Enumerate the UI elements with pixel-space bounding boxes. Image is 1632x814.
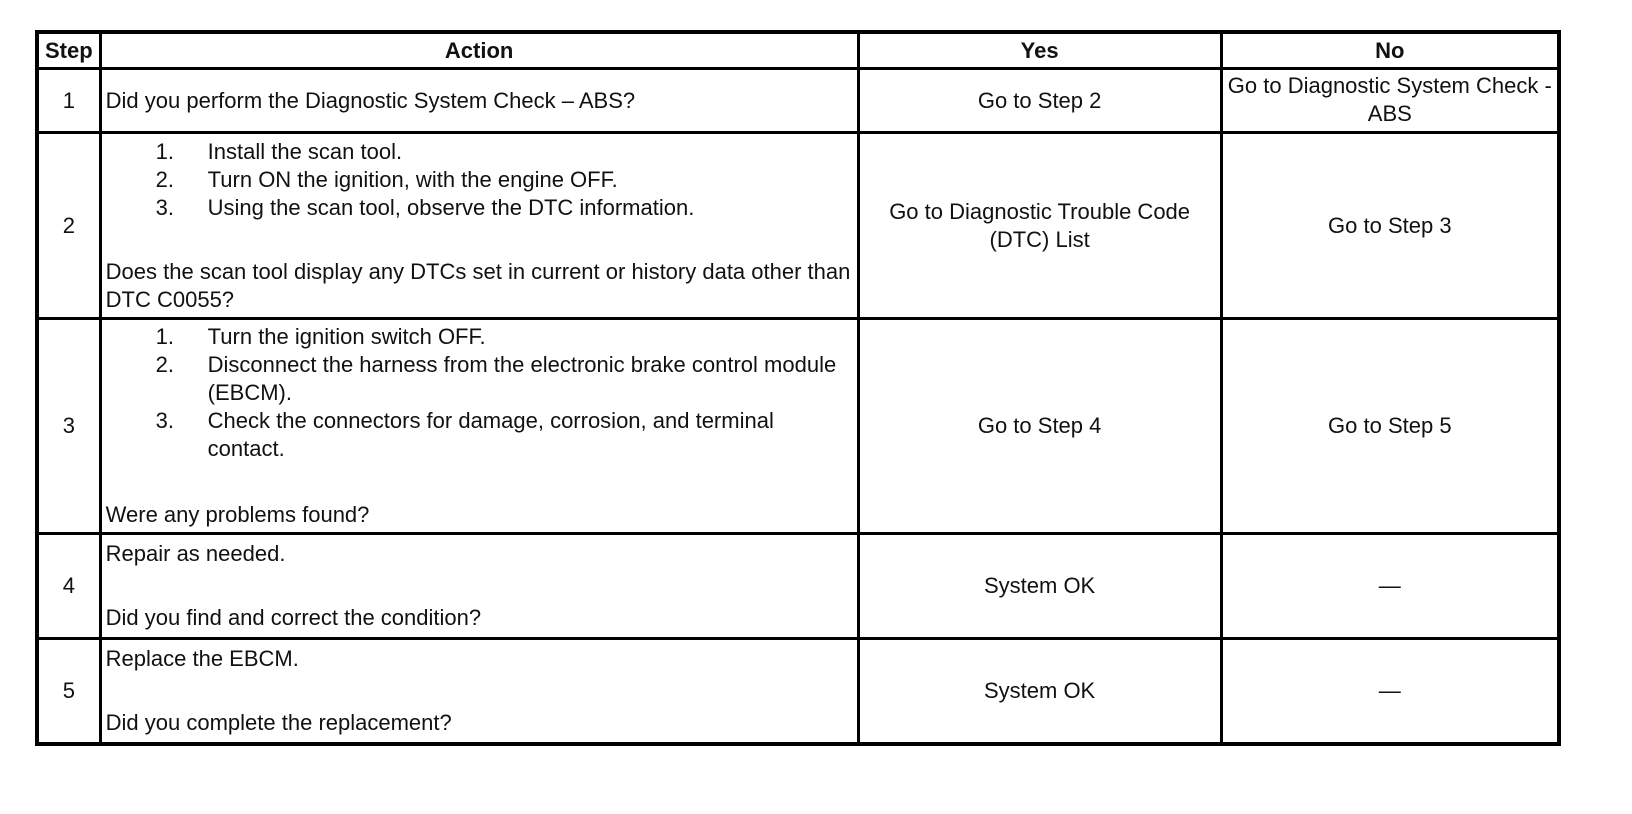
header-yes: Yes — [858, 32, 1221, 69]
action-cell — [100, 639, 858, 744]
diagnostic-table — [35, 30, 1561, 746]
step-number: 3 — [37, 319, 100, 534]
item-text: Disconnect the harness from the electronic brake control module (EBCM). — [207, 352, 837, 405]
yes-cell: Go to Diagnostic Trouble Code (DTC) List — [858, 133, 1221, 319]
item-text: Using the scan tool, observe the DTC information. — [207, 194, 695, 220]
action-question: Did you perform the Diagnostic System Check – ABS? — [105, 87, 636, 113]
item-text: Turn the ignition switch OFF. — [207, 324, 486, 349]
table-row — [37, 133, 1559, 319]
action-question: Did you complete the replacement? — [105, 709, 452, 735]
no-cell: Go to Diagnostic System Check - ABS — [1221, 69, 1559, 133]
item-number: 2. — [155, 166, 175, 192]
yes-cell: System OK — [858, 534, 1221, 639]
action-steps — [106, 323, 853, 463]
no-cell: — — [1221, 639, 1559, 744]
action-cell — [100, 319, 858, 534]
no-cell: Go to Step 3 — [1221, 133, 1559, 319]
yes-cell: System OK — [858, 639, 1221, 744]
item-number: 3. — [155, 408, 175, 433]
table-row — [37, 639, 1559, 744]
list-item — [106, 194, 853, 222]
list-item — [106, 138, 853, 166]
action-cell — [100, 133, 858, 319]
table-row — [37, 319, 1559, 534]
yes-cell: Go to Step 2 — [858, 69, 1221, 133]
action-question: Did you find and correct the condition? — [105, 605, 482, 630]
header-row — [37, 32, 1559, 69]
yes-cell: Go to Step 4 — [858, 319, 1221, 534]
header-action: Action — [100, 32, 858, 69]
action-question: Were any problems found? — [105, 502, 370, 527]
step-number: 5 — [37, 639, 100, 744]
no-cell: Go to Step 5 — [1221, 319, 1559, 534]
list-item — [106, 407, 853, 463]
action-cell — [100, 534, 858, 639]
item-text: Turn ON the ignition, with the engine OFF. — [207, 166, 618, 192]
no-cell: — — [1221, 534, 1559, 639]
header-no: No — [1221, 32, 1559, 69]
action-cell — [100, 69, 858, 133]
item-text: Check the connectors for damage, corrosion, and terminal contact. — [207, 408, 774, 461]
action-instruction: Repair as needed. — [105, 541, 286, 566]
list-item — [106, 323, 853, 351]
list-item — [106, 351, 853, 407]
header-step: Step — [37, 32, 100, 69]
item-number: 3. — [155, 194, 175, 220]
table-row — [37, 534, 1559, 639]
item-number: 1. — [155, 138, 175, 164]
action-steps — [106, 138, 853, 222]
item-number: 1. — [155, 324, 175, 349]
action-instruction: Replace the EBCM. — [105, 645, 299, 671]
step-number: 2 — [37, 133, 100, 319]
step-number: 4 — [37, 534, 100, 639]
list-item — [106, 166, 853, 194]
step-number: 1 — [37, 69, 100, 133]
item-number: 2. — [155, 352, 175, 377]
table-row — [37, 69, 1559, 133]
action-question: Does the scan tool display any DTCs set in current or history data other than DTC C0055? — [105, 258, 851, 312]
item-text: Install the scan tool. — [207, 138, 403, 164]
